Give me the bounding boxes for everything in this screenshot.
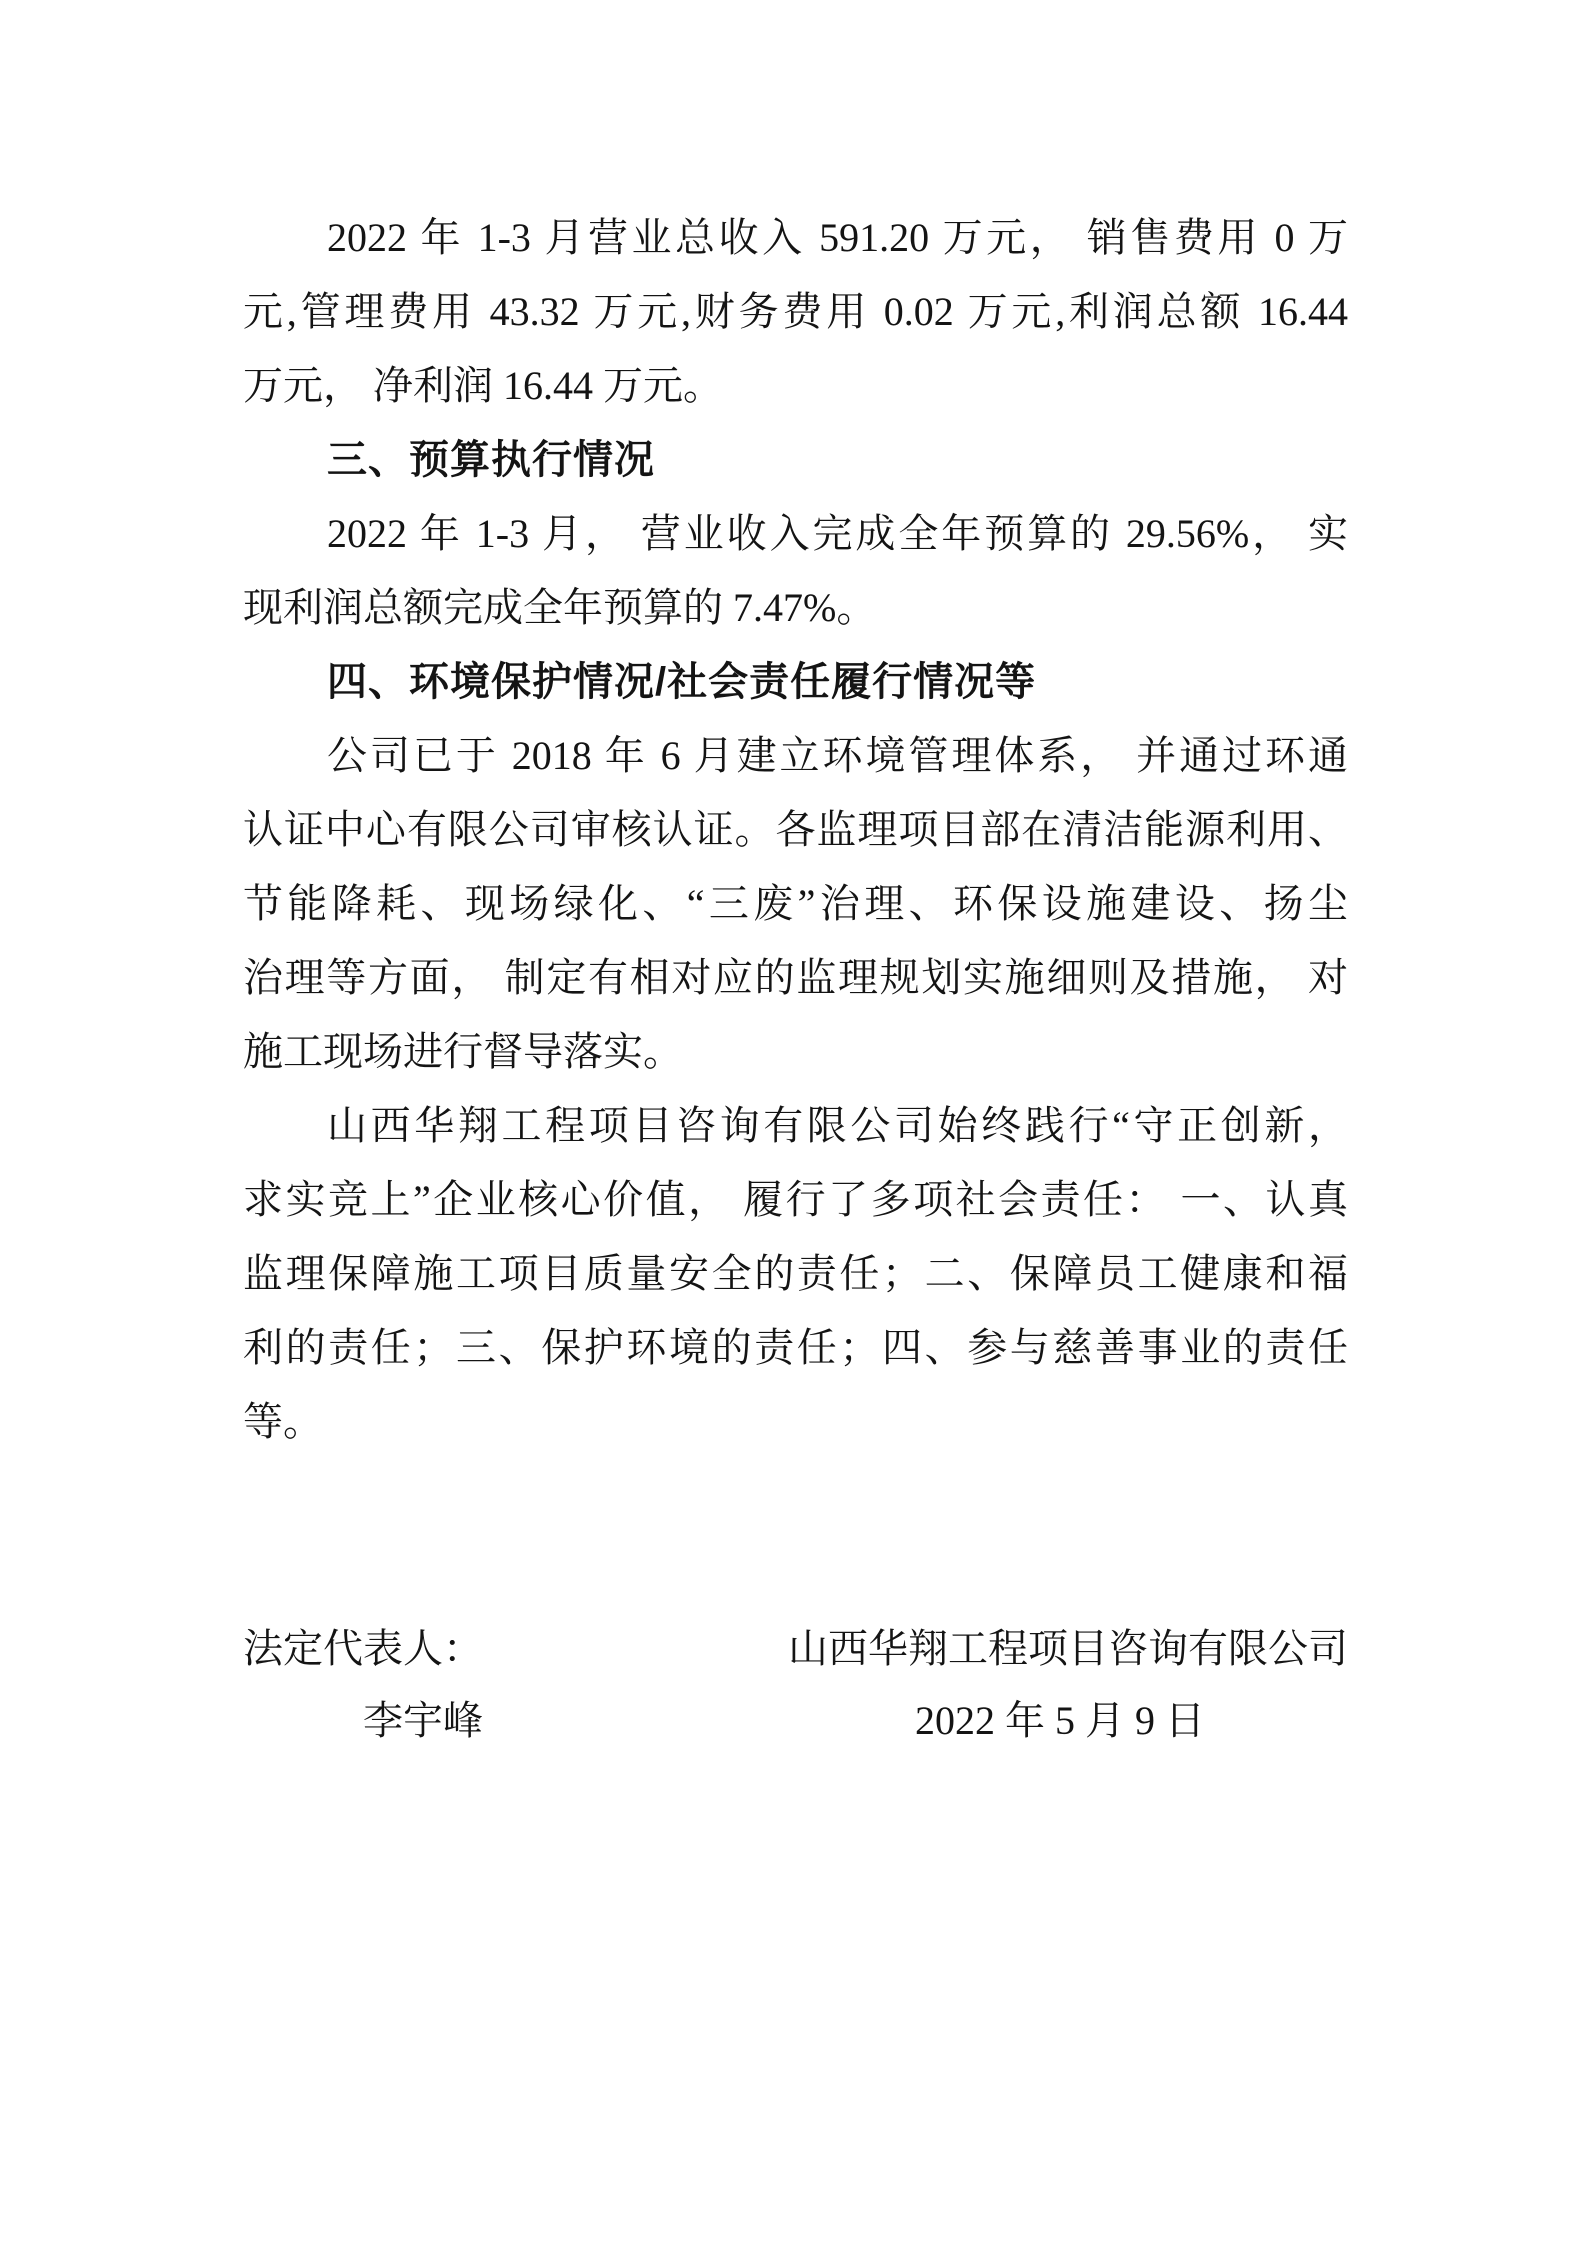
- paragraph-line: 万元， 净利润 16.44 万元。: [243, 363, 723, 408]
- paragraph-line: 等。: [243, 1399, 323, 1444]
- paragraph-line: 利的责任；三、保护环境的责任；四、参与慈善事业的责任: [243, 1325, 1348, 1370]
- section-heading: 四、环境保护情况/社会责任履行情况等: [327, 660, 1037, 704]
- paragraph-line: 山西华翔工程项目咨询有限公司始终践行“守正创新，: [327, 1103, 1348, 1148]
- legal-representative-label: 法定代表人：: [243, 1626, 483, 1671]
- document-body: [243, 201, 1348, 1459]
- paragraph-line: 认证中心有限公司审核认证。各监理项目部在清洁能源利用、: [243, 807, 1348, 852]
- paragraph-line: 施工现场进行督导落实。: [243, 1029, 683, 1074]
- paragraph-line: 节能降耗、现场绿化、“三废”治理、环保设施建设、扬尘: [243, 881, 1348, 926]
- paragraph-line: 公司已于 2018 年 6 月建立环境管理体系， 并通过环通: [327, 733, 1348, 778]
- paragraph-line: 2022 年 1-3 月营业总收入 591.20 万元， 销售费用 0 万: [327, 215, 1348, 260]
- paragraph-line: 2022 年 1-3 月， 营业收入完成全年预算的 29.56%， 实: [327, 511, 1348, 556]
- paragraph-line: 求实竞上”企业核心价值， 履行了多项社会责任： 一、认真: [243, 1177, 1348, 1222]
- signature-block: [243, 1612, 1348, 1782]
- section-heading: 三、预算执行情况: [327, 438, 655, 482]
- company-name: 山西华翔工程项目咨询有限公司: [788, 1626, 1348, 1671]
- paragraph-line: 元,管理费用 43.32 万元,财务费用 0.02 万元,利润总额 16.44: [243, 289, 1348, 334]
- report-date: 2022 年 5 月 9 日: [915, 1698, 1205, 1743]
- paragraph-line: 治理等方面， 制定有相对应的监理规划实施细则及措施， 对: [243, 955, 1348, 1000]
- paragraph-line: 现利润总额完成全年预算的 7.47%。: [243, 585, 877, 630]
- paragraph-line: 监理保障施工项目质量安全的责任；二、保障员工健康和福: [243, 1251, 1348, 1296]
- legal-representative-name: 李宇峰: [363, 1698, 483, 1743]
